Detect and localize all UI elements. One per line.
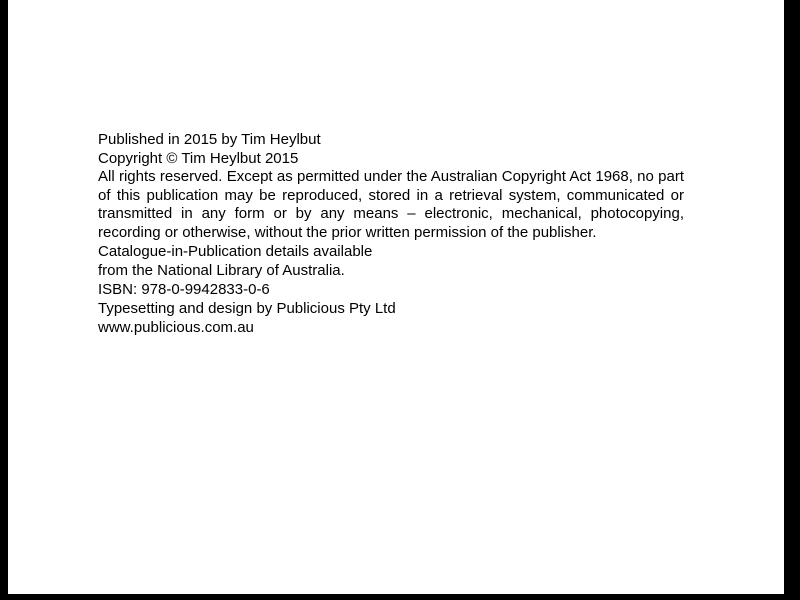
typesetting-note: [98, 299, 684, 337]
isbn-line: ISBN: 978-0-9942833-0-6: [98, 281, 270, 299]
imprint-block: [98, 130, 684, 337]
copyright-line: Copyright © Tim Heylbut 2015: [98, 150, 299, 167]
catalogue-note: [98, 242, 684, 280]
rights-statement: All rights reserved. Except as permitted under the Australian Copyright Act 1968, no part of this publication may be reproduced, stored in a retrieval system, communicated or transmitted in any form or by any means – electronic, mechanical, photocopying, recording or otherwise, without the prior written permission of the publisher.: [98, 168, 684, 241]
catalogue-line-1: Catalogue-in-Publication details available: [98, 243, 373, 261]
typesetting-line: Typesetting and design by Publicious Pty Ltd: [98, 300, 396, 318]
catalogue-line-2: from the National Library of Australia.: [98, 262, 345, 280]
publisher-website: www.publicious.com.au: [98, 319, 254, 337]
copyright-page: [8, 0, 784, 594]
published-line: Published in 2015 by Tim Heylbut: [98, 131, 321, 148]
